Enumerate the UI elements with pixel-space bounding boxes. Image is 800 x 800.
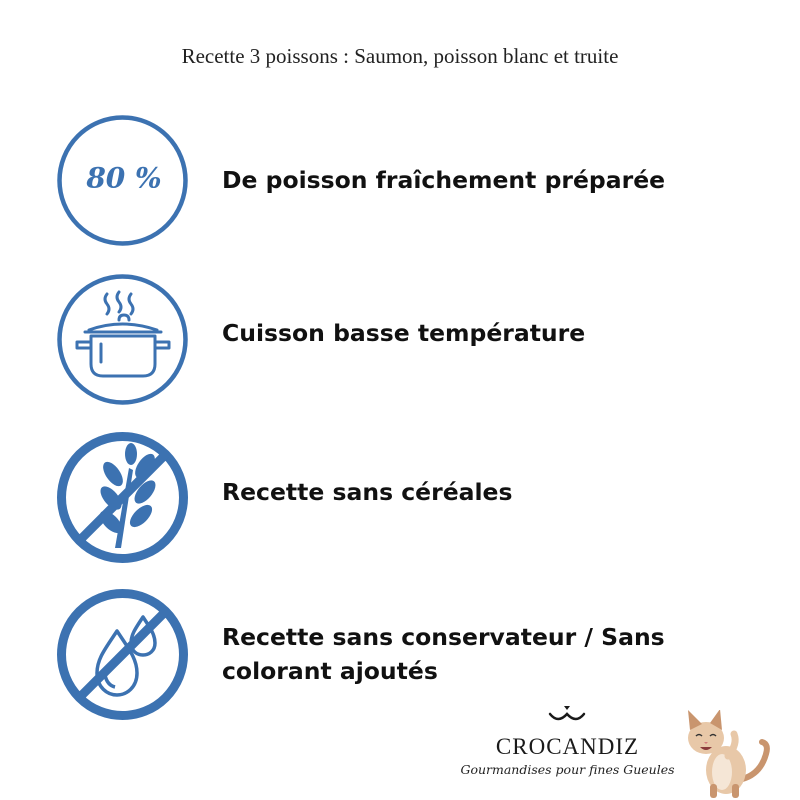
feature-grain-free (55, 430, 775, 565)
feature-fresh-fish (55, 113, 775, 248)
feature-label: Recette sans céréales (222, 478, 513, 506)
brand-name: CROCANDIZ (495, 734, 640, 759)
brand-logo (460, 700, 675, 795)
cat-illustration-icon (676, 710, 776, 798)
no-drops-icon (55, 587, 190, 722)
page-title: Recette 3 poissons : Saumon, poisson blanc et truite (181, 44, 619, 68)
cat-smile-icon (548, 704, 586, 726)
feature-label: Recette sans conservateur / Sans colorant ajoutés (222, 623, 665, 685)
brand-tagline: Gourmandises pour fines Gueules (460, 762, 675, 777)
feature-label: De poisson fraîchement préparée (222, 166, 666, 194)
no-grain-icon (55, 430, 190, 565)
feature-low-temp-cooking (55, 272, 775, 407)
cooking-pot-icon (55, 272, 190, 407)
feature-label: Cuisson basse température (222, 319, 586, 347)
percent-circle-icon (55, 113, 190, 248)
percent-value: 80 % (86, 161, 162, 195)
